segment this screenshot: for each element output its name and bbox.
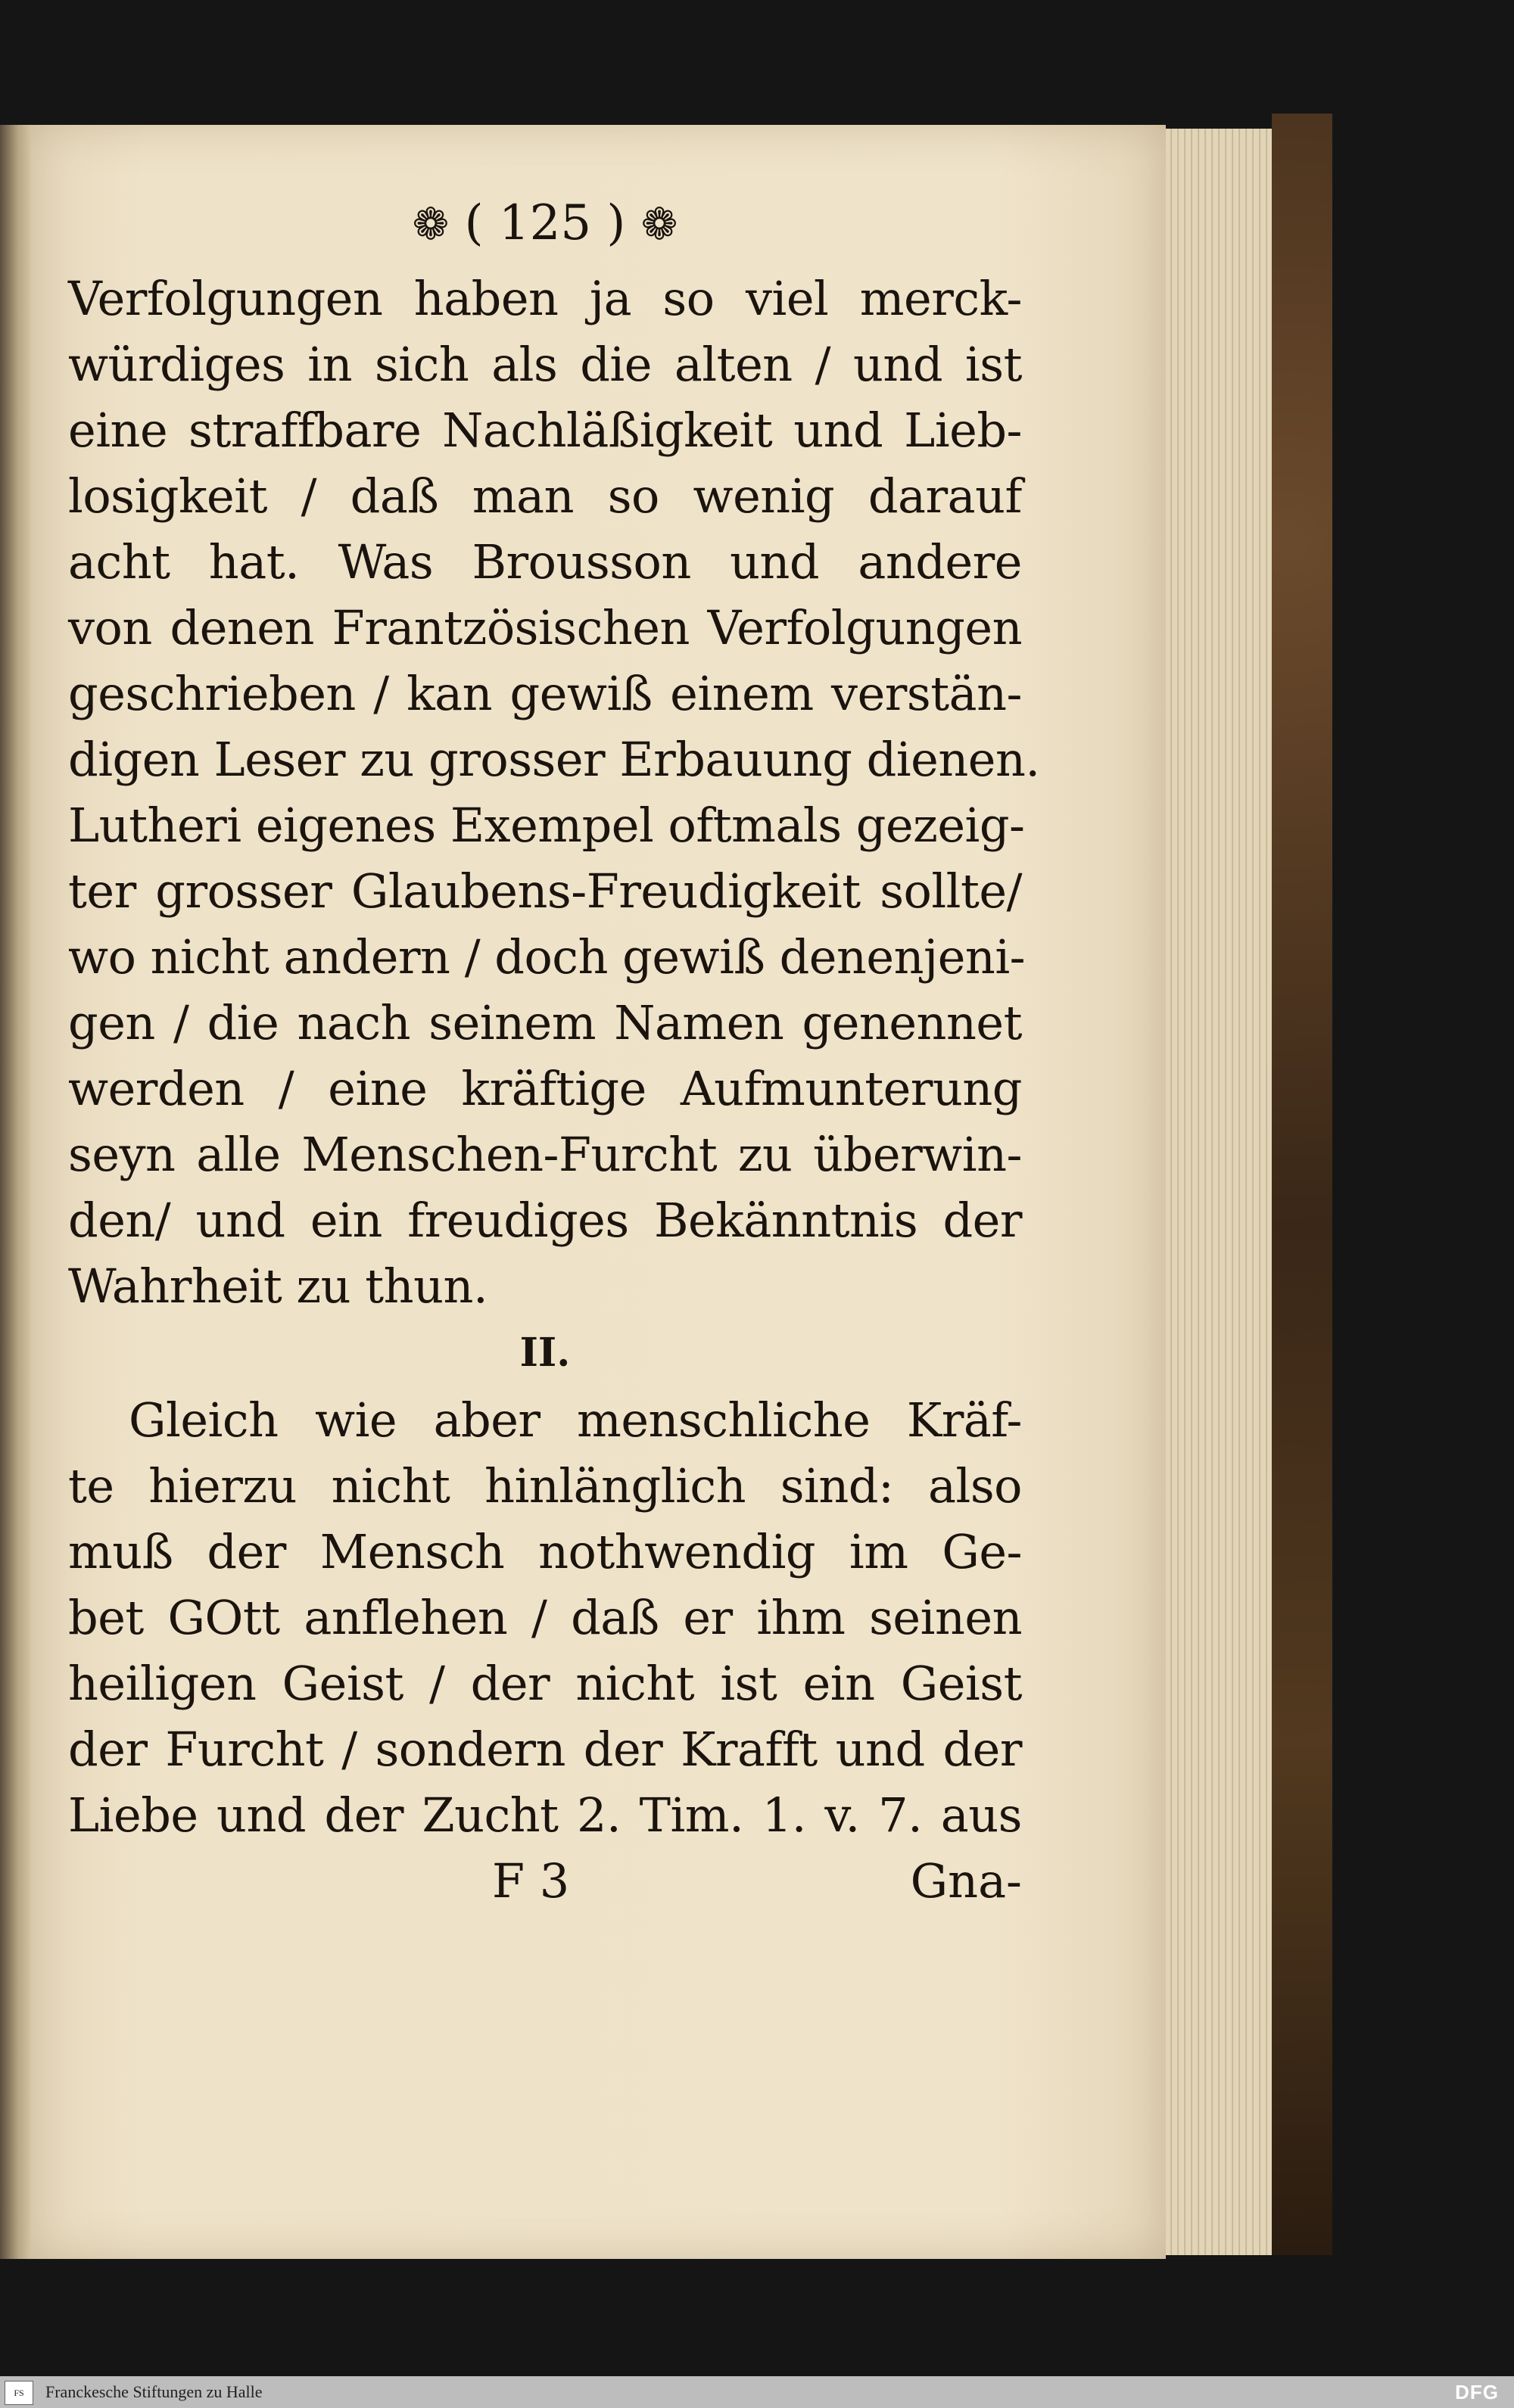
page-header: [68, 189, 1022, 258]
page-footer: [68, 1848, 1022, 1914]
text-line: te hierzu nicht hinlänglich sind: also: [68, 1458, 1022, 1514]
text-line: losigkeit / daß man so wenig darauf: [68, 468, 1022, 524]
text-line: acht hat. Was Brousson und andere: [68, 534, 1022, 590]
text-line: ter grosser Glaubens-Freudigkeit sollte/: [68, 863, 1022, 919]
text-line: Wahrheit zu thun.: [68, 1258, 488, 1314]
text-line: wo nicht andern / doch gewiß denenjeni-: [68, 929, 1026, 985]
page-edges: [1166, 129, 1272, 2255]
text-line: seyn alle Menschen-Furcht zu überwin-: [68, 1127, 1022, 1182]
book-cover: [1272, 114, 1332, 2255]
page-number: ( 125 ): [464, 195, 626, 251]
ornament-right-icon: ❁: [640, 198, 678, 250]
text-line: Gleich wie aber menschliche Kräf-: [129, 1392, 1022, 1448]
text-line: digen Leser zu grosser Erbauung dienen.: [68, 732, 1040, 787]
text-line: eine straffbare Nachläßigkeit und Lieb-: [68, 403, 1022, 458]
ornament-left-icon: ❁: [412, 198, 450, 250]
text-line: bet GOtt anflehen / daß er ihm seinen: [68, 1590, 1022, 1645]
paragraph-2: [68, 1387, 1022, 1848]
catchword: Gna-: [910, 1853, 1022, 1909]
dfg-logo: DFG: [1455, 2381, 1499, 2403]
text-line: würdiges in sich als die alten / und ist: [68, 337, 1022, 392]
text-line: geschrieben / kan gewiß einem verstän-: [68, 666, 1022, 721]
text-line: heiligen Geist / der nicht ist ein Geist: [68, 1656, 1022, 1711]
text-line: von denen Frantzösischen Verfolgungen: [68, 600, 1022, 655]
section-number: II.: [519, 1330, 571, 1376]
text-line: der Furcht / sondern der Krafft und der: [68, 1722, 1022, 1777]
institution-name: Franckesche Stiftungen zu Halle: [45, 2382, 263, 2401]
text-line: werden / eine kräftige Aufmunterung: [68, 1061, 1022, 1116]
institution-logo-icon: FS: [5, 2381, 33, 2405]
text-line: den/ und ein freudiges Bekänntnis der: [68, 1193, 1022, 1248]
page-text: [68, 189, 1040, 1914]
text-line: Liebe und der Zucht 2. Tim. 1. v. 7. aus: [68, 1787, 1022, 1843]
viewer-bottom-bar: [0, 2376, 1514, 2408]
text-line: Verfolgungen haben ja so viel merck-: [68, 271, 1022, 326]
previous-page-edge: [0, 125, 30, 2259]
paragraph-1: [68, 266, 1040, 1319]
signature-mark: F 3: [492, 1853, 570, 1909]
text-line: gen / die nach seinem Namen genennet: [68, 995, 1022, 1050]
text-line: Lutheri eigenes Exempel oftmals gezeig-: [68, 798, 1025, 853]
text-line: muß der Mensch nothwendig im Ge-: [68, 1524, 1022, 1579]
